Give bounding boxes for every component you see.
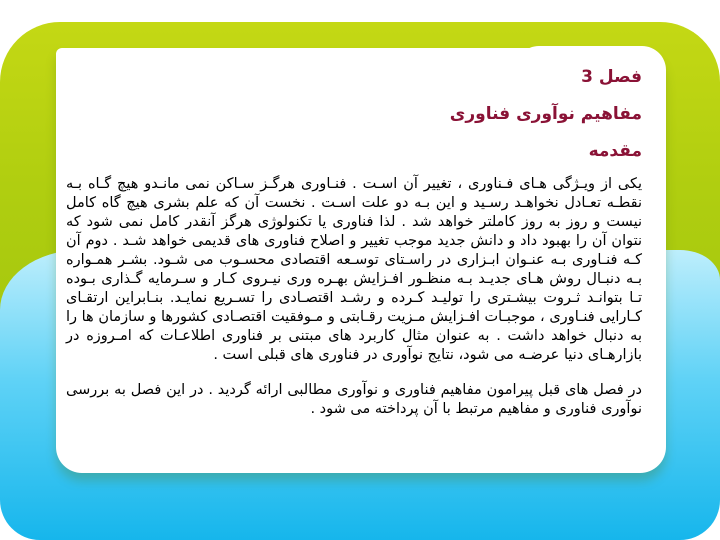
- section-heading: مقدمه: [588, 141, 642, 161]
- body-paragraph-1: یکی از ویـژگی هـای فـناوری ، تغییر آن اسـت . فنـاوری هرگـز سـاکن نمی مانـدو هیچ گـاه بـه نقطـه تعـادل نخواهـد رسـید و این بـه دو علت اسـت . نخست آن که علم بشری هیچ گاه کامل نیست و روز به روز کاملتر خواهد شد . لذا فناوری یا تکنولوژی هرگز آنقدر کامل نمی شود که نتوان آن را بهبود داد و دانش جدید موجب تغییر و اصلاح فناوری های قدیمی خواهد شـد . دوم آن کـه فنـاوری بـه عنـوان ابـزاری در راسـتای توسـعه اقتصادی محسـوب می شـود. بشـر همـواره بـه دنبـال روش هـای جدیـد بـه منظـور افـزایش بهـره وری نیـروی کـار و سـرمایه گـذاری بـوده تـا بتوانـد ثـروت بیشـتری را تولیـد کـرده و رشـد اقتصـادی را تسـریع نمایـد. بنـابراین ارتقـای کـارایی فنـاوری ، موجبـات افـزایش مـزیت رقـابتی و مـوفقیت اقتصـادی کشورها و سازمان ها را به دنبال خواهد داشت . به عنوان مثال کاربرد های مبتنی بر فناوری اطلاعـات که امـروزه در بازارهـای دنیا عرضـه می شود، نتایج نوآوری در فناوری های قبلی است .: [66, 176, 642, 363]
- chapter-heading: فصل 3: [581, 67, 642, 87]
- chapter-title: مفاهیم نوآوری فناوری: [449, 104, 642, 124]
- body-paragraph-2: در فصل های قبل پیرامون مفاهیم فناوری و نوآوری مطالبی ارائه گردید . در این فصل به بررسی نوآوری فناوری و مفاهیم مرتبط با آن پرداخته می شود .: [66, 382, 642, 417]
- slide-content: [66, 64, 642, 419]
